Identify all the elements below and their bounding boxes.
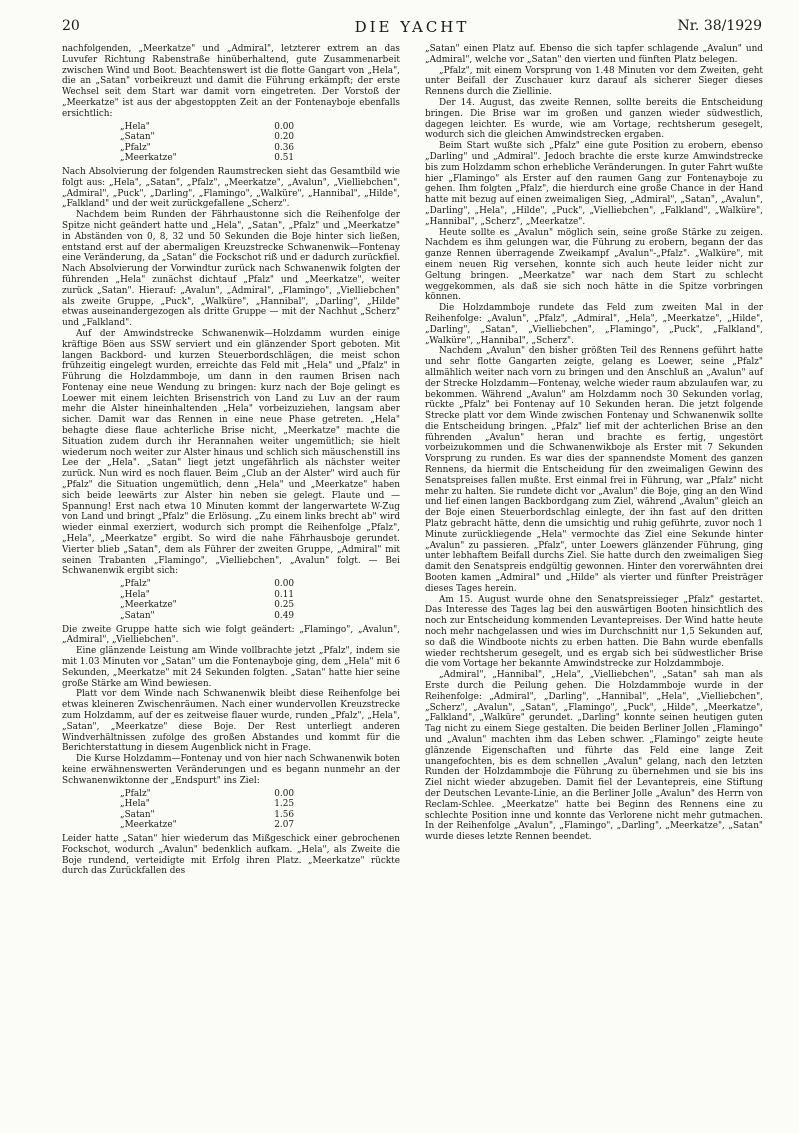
table-row xyxy=(120,810,294,821)
boat-name: „Hela" xyxy=(120,121,150,132)
time-gap: 0.00 xyxy=(274,579,294,590)
paragraph: „Satan" einen Platz auf. Ebenso die sich tapfer schlagende „Avalun" und „Admiral", welche vor „Satan" den vierten und fünften Platz belegen. xyxy=(425,44,763,65)
table-row xyxy=(120,132,294,143)
paragraph: Auf der Amwindstrecke Schwanenwik—Holzdamm wurden einige kräftige Böen aus SSW serviert und ein glänzender Sport geboten. Mit langen Backbord- und kurzen Steuerbordschlägen, die meist schon frühzeitig eingelegt wurden, erreichte das Feld mit „Hela" und „Pfalz" in Führung die Holzdammboje, um dann in den raumen Brisen nach Fontenay eine neue Wendung zu bringen: kurz nach der Boje gelingt es Loewer mit einem leichten Brisenstrich von Land zu Luv an der raum mehr die Alster hineinhaltenden „Hela" vorbeizuziehen, langsam aber sicher. Damit war das Rennen in eine neue Phase getreten. „Hela" behagte diese flaue achterliche Brise nicht, „Meerkatze" machte die Situation zudem durch ihr Herannahen weiter ungemütlich; sie hielt wiederum noch weiter zur Alster hinaus und schlich sich mäuschenstill ins Lee der „Hela". „Satan" liegt jetzt ungefährlich als nächster weiter zurück. Nun wird es noch flauer. Beim „Club an der Alster" wird auch für „Pfalz" die Situation ungemütlich, denn „Hela" und „Meerkatze" haben sich beide leewärts zur Alster hin neben sie gelegt. Flaute und — Spannung! Erst nach etwa 10 Minuten kommt der langerwartete W-Zug von Land und bringt „Pfalz" die Erlösung. „Zu einem links brecht ab" wird wieder einmal exerziert, wodurch sich prompt die Reihenfolge „Pfalz", „Hela", „Meerkatze" ergibt. So wird die nahe Fährhausboje gerundet. Vierter blieb „Satan", dem als Führer der zweiten Gruppe, „Admiral" mit seinen Trabanten „Flamingo", „Vielliebchen", „Avalun" folgt. — Bei Schwanenwik ergibt sich: xyxy=(62,328,400,577)
paragraph: Der 14. August, das zweite Rennen, sollte bereits die Entscheidung bringen. Die Brise war im großen und ganzen wieder südwestlich, dagegen leichter. Es wurde, wie am Vortage, rechtsherum gesegelt, wodurch sich die gleichen Amwindstrecken ergaben. xyxy=(425,97,763,141)
time-gap: 0.49 xyxy=(274,611,294,622)
table-row xyxy=(120,143,294,154)
time-gap: 0.11 xyxy=(274,589,294,600)
boat-name: „Hela" xyxy=(120,589,150,600)
time-gap: 0.20 xyxy=(274,132,294,143)
boat-name: „Meerkatze" xyxy=(120,153,177,164)
table-row xyxy=(120,590,294,601)
paragraph: Eine glänzende Leistung am Winde vollbrachte jetzt „Pfalz", indem sie mit 1.03 Minuten vor „Satan" um die Fontenayboje ging, dem „Hela" mit 6 Sekunden, „Meerkatze" mit 24 Sekunden folgten. „Satan" hatte hier seine große Stärke am Wind bewiesen. xyxy=(62,646,400,689)
paragraph: Nachdem beim Runden der Fährhaustonne sich die Reihenfolge der Spitze nicht geändert hatte und „Hela", „Satan", „Pfalz" und „Meerkatze" in Abständen von 0, 8, 32 und 50 Sekunden die Boje hinter sich ließen, entstand erst auf der abermaligen Kreuzstrecke Schwanenwik—Fontenay eine Veränderung, da „Satan" die Fockschot riß und er dadurch zurückfiel. Nach Absolvierung der Vorwindtur zurück nach Schwanenwik folgten der führenden „Hela" zunächst dichtauf „Pfalz" und „Meerkatze", weiter zurück „Satan". Hierauf: „Avalun", „Admiral", „Flamingo", „Vielliebchen" als zweite Gruppe, „Puck", „Walküre", „Hannibal", „Darling", „Hilde" etwas auseinandergezogen als dritte Gruppe — mit der Nachhut „Scherz" und „Falkland". xyxy=(62,210,400,329)
page-header xyxy=(62,18,762,40)
paragraph: Nachdem „Avalun" den bisher größten Teil des Rennens geführt hatte und sehr flotte Gangarten zeigte, gelang es Loewer, seine „Pfalz" allmählich weiter nach vorn zu bringen und den Anschluß an „Avalun" auf der Strecke Holzdamm—Fontenay, welche wieder raum abzulaufen war, zu bekommen. Während „Avalun" am Holzdamm noch 30 Sekunden vorlag, rückte „Pfalz" bei Fontenay auf 10 Sekunden heran. Die jetzt folgende Strecke platt vor dem Winde zwischen Fontenay und Schwanenwik sollte die Entscheidung bringen. „Pfalz" lief mit der achterlichen Brise an den führenden „Avalun" heran und brachte es fertig, ungestört vorbeizukommen und die Schwanenwikboje als Erster mit 7 Sekunden Vorsprung zu runden. Es war dies der spannendste Moment des ganzen Rennens, da hiermit die Entscheidung für den zweimaligen Gewinn des Senatspreises fallen mußte. Erst einmal frei in Führung, war „Pfalz" nicht mehr zu halten. Sie rundete dicht vor „Avalun" die Boje, ging an den Wind und lief einen langen Backbordgang zum Ziel, während „Avalun" gleich an der Boje einen Steuerbordschlag einlegte, der ihn fast auf den dritten Platz gebracht hätte, denn die umsichtig und ruhig geführte, zuvor noch 1 Minute zurückliegende „Hela" vermochte das Ziel eine Sekunde hinter „Avalun" zu passieren. „Pfalz", unter Loewers glänzender Führung, ging unter lebhaftem Beifall durchs Ziel. Sie hatte durch den zweimaligen Sieg damit den Senatspreis endgültig gewonnen. Hinter den vorerwähnten drei Booten kamen „Admiral" und „Hilde" als vierter und fünfter Preisträger dieses Tages herein. xyxy=(425,346,763,594)
results-table-fontenay xyxy=(120,122,294,164)
boat-name: „Satan" xyxy=(120,611,155,622)
table-row xyxy=(120,611,294,622)
paragraph: Platt vor dem Winde nach Schwanenwik bleibt diese Reihenfolge bei etwas kleineren Zwischenräumen. Nach einer wundervollen Kreuzstrecke zum Holzdamm, auf der es zeitweise flauer wurde, runden „Pfalz", „Hela", „Satan", „Meerkatze" diese Boje. Der Rest unterliegt anderen Windverhältnissen zufolge des großen Abstandes und kommt für die Berichterstattung in diesem Augenblick nicht in Frage. xyxy=(62,689,400,754)
paragraph: Die Kurse Holzdamm—Fontenay und von hier nach Schwanenwik boten keine erwähnenswerten Veränderungen und es begann nunmehr an der Schwanenwiktonne der „Endspurt" ins Ziel: xyxy=(62,754,400,786)
boat-name: „Satan" xyxy=(120,132,155,143)
time-gap: 0.00 xyxy=(274,788,294,799)
table-row xyxy=(120,122,294,133)
table-row xyxy=(120,820,294,831)
table-row xyxy=(120,579,294,590)
time-gap: 0.25 xyxy=(274,600,294,611)
time-gap: 0.36 xyxy=(274,142,294,153)
boat-name: „Meerkatze" xyxy=(120,600,177,611)
boat-name: „Pfalz" xyxy=(120,579,151,590)
left-column xyxy=(62,44,400,877)
boat-name: „Meerkatze" xyxy=(120,820,177,831)
issue-number: Nr. 38/1929 xyxy=(677,18,762,34)
table-row xyxy=(120,600,294,611)
right-column xyxy=(425,44,763,843)
paragraph: Die zweite Gruppe hatte sich wie folgt geändert: „Flamingo", „Avalun", „Admiral", „Vielliebchen". xyxy=(62,624,400,646)
results-table-schwanenwik xyxy=(120,579,294,621)
table-row xyxy=(120,789,294,800)
results-table-endspurt xyxy=(120,789,294,831)
time-gap: 1.25 xyxy=(274,799,294,810)
paragraph: Die Holzdammboje rundete das Feld zum zweiten Mal in der Reihenfolge: „Avalun", „Pfalz", „Admiral", „Hela", „Meerkatze", „Hilde", „Darling", „Satan", „Vielliebchen", „Flamingo", „Puck", „Falkland", „Walküre", „Hannibal", „Scherz". xyxy=(425,303,763,346)
page-number: 20 xyxy=(62,18,80,34)
table-row xyxy=(120,799,294,810)
time-gap: 0.51 xyxy=(274,153,294,164)
magazine-title: DIE YACHT xyxy=(354,18,470,36)
paragraph: nachfolgenden, „Meerkatze" und „Admiral", letzterer extrem an das Luvufer Richtung Rabenstraße hinüberhaltend, gute Zusammenarbeit zwischen Wind und Boot. Beachtenswert ist die flotte Gangart von „Hela", die an „Satan" vorbeikreuzt und damit die Führung erkämpft; der erste Wechsel seit dem Start war damit vorn eingetreten. Der Vorstoß der „Meerkatze" ist aus der abgestoppten Zeit an der Fontenayboje ebenfalls ersichtlich: xyxy=(62,44,400,119)
boat-name: „Satan" xyxy=(120,809,155,820)
boat-name: „Pfalz" xyxy=(120,142,151,153)
paragraph: Am 15. August wurde ohne den Senatspreissieger „Pfalz" gestartet. Das Interesse des Tages lag bei den auswärtigen Booten hinsichtlich des noch zur Entscheidung kommenden Levantepreises. Der Wind hatte heute noch mehr nachgelassen und wies im Durchschnitt nur 1,5 Sekunden auf, so daß die Windboote nichts zu erben hatten. Die Bahn wurde ebenfalls wieder rechtsherum gesegelt, und es ergab sich bei südwestlicher Brise die vom Vortage her bekannte Amwindstrecke zur Holzdammboje. xyxy=(425,594,763,670)
boat-name: „Hela" xyxy=(120,799,150,810)
paragraph: Beim Start wußte sich „Pfalz" eine gute Position zu erobern, ebenso „Darling" und „Admiral". Jedoch brachte die erste kurze Amwindstrecke bis zum Holzdamm schon erhebliche Veränderungen. In guter Fahrt wußte hier „Flamingo" als Erster auf den raumen Gang zur Fontenayboje zu gehen. Ihm folgten „Pfalz", die hierdurch eine große Chance in der Hand hatte mit bezug auf einen zweimaligen Sieg, „Admiral", „Satan", „Avalun", „Darling", „Hela", „Hilde", „Puck", „Vielliebchen", „Falkland", „Walküre", „Hannibal", „Scherz", „Meerkatze". xyxy=(425,141,764,227)
paragraph: Nach Absolvierung der folgenden Raumstrecken sieht das Gesamtbild wie folgt aus: „Hela", „Satan", „Pfalz", „Meerkatze", „Avalun", „Vielliebchen", „Admiral", „Puck", „Darling", „Flamingo", „Walküre", „Hannibal", „Hilde", „Falkland" und der weit zurückgefallene „Scherz". xyxy=(62,166,400,210)
paragraph: Heute sollte es „Avalun" möglich sein, seine große Stärke zu zeigen. Nachdem es ihm gelungen war, die Führung zu erobern, begann der das ganze Rennen überragende Zweikampf „Avalun"-„Pfalz". „Walküre", mit einem neuen Rig versehen, konnte sich auch heute leider nicht zur Geltung bringen. „Meerkatze" war nach dem Start zu schlecht weggekommen, als daß sie sich noch hätte in die Spitze vorbringen können. xyxy=(425,227,763,303)
time-gap: 1.56 xyxy=(274,809,294,820)
time-gap: 2.07 xyxy=(274,820,294,831)
paragraph: „Pfalz", mit einem Vorsprung von 1.48 Minuten vor dem Zweiten, geht unter Beifall der Zuschauer kurz darauf als sicherer Sieger dieses Rennens durch die Ziellinie. xyxy=(425,65,763,98)
table-row xyxy=(120,153,294,164)
paragraph: Leider hatte „Satan" hier wiederum das Mißgeschick einer gebrochenen Fockschot, wodurch „Avalun" bedenklich aufkam. „Hela", als Zweite die Boje rundend, verteidigte mit Erfolg ihren Platz. „Meerkatze" rückte durch das Zurückfallen des xyxy=(62,833,400,877)
boat-name: „Pfalz" xyxy=(120,788,151,799)
paragraph: „Admiral", „Hannibal", „Hela", „Vielliebchen", „Satan" sah man als Erste durch die Peilung gehen. Die Holzdammboje wurde in der Reihenfolge: „Admiral", „Darling", „Hannibal", „Hela", „Vielliebchen", „Scherz", „Avalun", „Satan", „Flamingo", „Puck", „Hilde", „Meerkatze", „Falkland", „Walküre" gerundet. „Darling" konnte seinen heutigen guten Tag nicht zu einem Siege gestalten. Die beiden Berliner Jollen „Flamingo" und „Avalun" machten ihm das Leben schwer. „Flamingo" zeigte heute glänzende Eigenschaften und führte das Feld eine lange Zeit unangefochten, bis es dem schnellen „Avalun" gelang, nach den letzten Runden der Holzdammboje die Führung zu übernehmen und sie bis ins Ziel nicht wieder abzugeben. Damit fiel der Levantepreis, eine Stiftung der Deutschen Levante-Linie, an die Berliner Jolle „Avalun" des Herrn von Reclam-Schlee. „Meerkatze" hatte bei Beginn des Rennens eine zu schlechte Position inne und konnte das Verlorene nicht mehr gutmachen. In der Reihenfolge „Avalun", „Flamingo", „Darling", „Meerkatze", „Satan" wurde dieses letzte Rennen beendet. xyxy=(425,670,763,843)
time-gap: 0.00 xyxy=(274,121,294,132)
